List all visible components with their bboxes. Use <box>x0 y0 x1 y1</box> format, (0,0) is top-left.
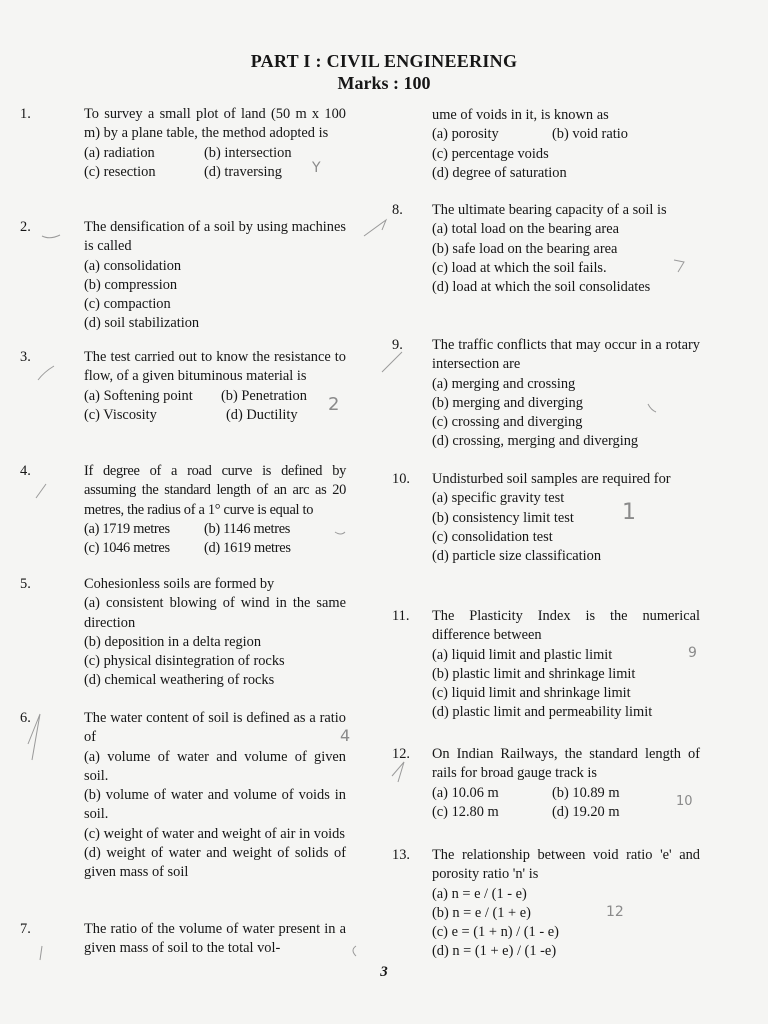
question-text: The ratio of the volume of water present in a given mass of soil to the total vol- <box>84 921 346 957</box>
pencil-mark: 9 <box>688 645 697 661</box>
option-d: (d) soil stabilization <box>84 315 200 332</box>
option-d: (d) weight of water and weight of solids of given mass of soil <box>84 845 346 881</box>
option-a: (a) n = e / (1 - e) <box>432 885 527 902</box>
question-text: The Plasticity Index is the numerical difference between <box>432 608 700 644</box>
question-number: 8. <box>392 202 403 218</box>
question-number: 7. <box>20 921 31 937</box>
option-b: (b) compression <box>84 276 178 293</box>
question-text: To survey a small plot of land (50 m x 100 m) by a plane table, the method adopted is <box>84 106 346 142</box>
option-c: (c) 12.80 m <box>432 803 499 820</box>
option-b: (b) merging and diverging <box>432 394 583 411</box>
pencil-stroke <box>392 762 404 782</box>
question-text: The relationship between void ratio 'e' and porosity ratio 'n' is <box>432 847 700 883</box>
page-header <box>0 50 768 94</box>
question-text: On Indian Railways, the standard length of rails for broad gauge track is <box>432 746 700 782</box>
question-text: The traffic conflicts that may occur in a rotary intersection are <box>432 337 700 373</box>
option-d: (d) traversing <box>204 163 282 180</box>
option-b: (b) safe load on the bearing area <box>432 240 618 257</box>
option-a: (a) porosity <box>432 126 499 143</box>
option-b: (b) deposition in a delta region <box>84 633 262 650</box>
question-text-continued: ume of voids in it, is known as <box>432 107 609 123</box>
pencil-mark: 4 <box>340 726 351 745</box>
option-b: (b) void ratio <box>552 126 628 143</box>
option-d: (d) 19.20 m <box>552 803 620 820</box>
option-a: (a) 1719 metres <box>84 520 170 537</box>
option-a: (a) Softening point <box>84 387 193 404</box>
option-a: (a) consolidation <box>84 257 182 274</box>
pencil-stroke <box>38 366 54 380</box>
option-c: (c) compaction <box>84 296 171 313</box>
option-b: (b) Penetration <box>221 387 307 404</box>
question-number: 10. <box>392 471 410 487</box>
question-text: The ultimate bearing capacity of a soil is <box>432 202 667 218</box>
option-d: (d) degree of saturation <box>432 164 567 181</box>
question-text: If degree of a road curve is defined by assuming the standard length of an arc as 20 metres, the radius of a 1° curve is equal to <box>84 463 346 518</box>
page-number: 3 <box>380 964 388 980</box>
pencil-mark: 1 <box>622 500 636 525</box>
option-d: (d) load at which the soil consolidates <box>432 279 651 296</box>
option-b: (b) 1146 metres <box>204 520 291 537</box>
question-text: The water content of soil is defined as a ratio of <box>84 710 346 746</box>
option-a: (a) consistent blowing of wind in the same direction <box>84 595 346 631</box>
question-text: Undisturbed soil samples are required for <box>432 471 671 487</box>
question-number: 2. <box>20 219 31 235</box>
option-d: (d) chemical weathering of rocks <box>84 672 275 689</box>
option-a: (a) liquid limit and plastic limit <box>432 646 613 663</box>
option-d: (d) Ductility <box>226 406 298 423</box>
question-number: 5. <box>20 576 31 592</box>
question-number: 1. <box>20 106 31 122</box>
question-text: The test carried out to know the resistance to flow, of a given bituminous material is <box>84 349 346 385</box>
option-c: (c) crossing and diverging <box>432 414 583 431</box>
total-marks: Marks : 100 <box>337 73 431 93</box>
option-a: (a) radiation <box>84 144 155 161</box>
question-number: 3. <box>20 349 31 365</box>
option-b: (b) consistency limit test <box>432 509 574 526</box>
option-c: (c) percentage voids <box>432 145 549 162</box>
option-c: (c) e = (1 + n) / (1 - e) <box>432 924 559 941</box>
option-a: (a) specific gravity test <box>432 490 565 507</box>
pencil-mark: Y <box>312 160 321 176</box>
question-number: 9. <box>392 337 403 353</box>
pencil-mark: 2 <box>328 394 340 415</box>
question-number: 11. <box>392 608 410 624</box>
option-a: (a) merging and crossing <box>432 375 576 392</box>
option-d: (d) plastic limit and permeability limit <box>432 704 653 721</box>
option-b: (b) plastic limit and shrinkage limit <box>432 665 636 682</box>
option-b: (b) n = e / (1 + e) <box>432 904 531 921</box>
option-d: (d) n = (1 + e) / (1 -e) <box>432 943 557 960</box>
option-d: (d) crossing, merging and diverging <box>432 433 639 450</box>
option-c: (c) resection <box>84 163 156 180</box>
option-a: (a) volume of water and volume of given soil. <box>84 748 346 784</box>
option-c: (c) liquid limit and shrinkage limit <box>432 685 631 702</box>
question-text: Cohesionless soils are formed by <box>84 576 275 592</box>
question-number: 4. <box>20 463 31 479</box>
question-text: The densification of a soil by using machines is called <box>84 219 346 255</box>
pencil-mark: 12 <box>606 904 624 920</box>
pencil-stroke <box>36 484 46 498</box>
option-b: (b) intersection <box>204 144 292 161</box>
option-b: (b) volume of water and volume of voids in soil. <box>84 787 346 823</box>
option-c: (c) Viscosity <box>84 406 157 423</box>
option-c: (c) load at which the soil fails. <box>432 259 607 276</box>
option-d: (d) 1619 metres <box>204 540 291 557</box>
option-c: (c) consolidation test <box>432 528 553 545</box>
question-number: 6. <box>20 710 31 726</box>
option-b: (b) 10.89 m <box>552 784 620 801</box>
question-number: 12. <box>392 746 410 762</box>
option-a: (a) total load on the bearing area <box>432 221 619 238</box>
question-number: 13. <box>392 847 410 863</box>
pencil-stroke <box>364 220 386 236</box>
pencil-mark: 10 <box>676 794 693 809</box>
option-c: (c) 1046 metres <box>84 540 170 557</box>
option-c: (c) weight of water and weight of air in voids <box>84 825 345 842</box>
pencil-stroke <box>353 946 356 956</box>
option-c: (c) physical disintegration of rocks <box>84 653 285 670</box>
pencil-stroke <box>40 946 42 960</box>
option-a: (a) 10.06 m <box>432 784 499 801</box>
paper-title: PART I : CIVIL ENGINEERING <box>250 51 518 71</box>
option-d: (d) particle size classification <box>432 548 602 565</box>
